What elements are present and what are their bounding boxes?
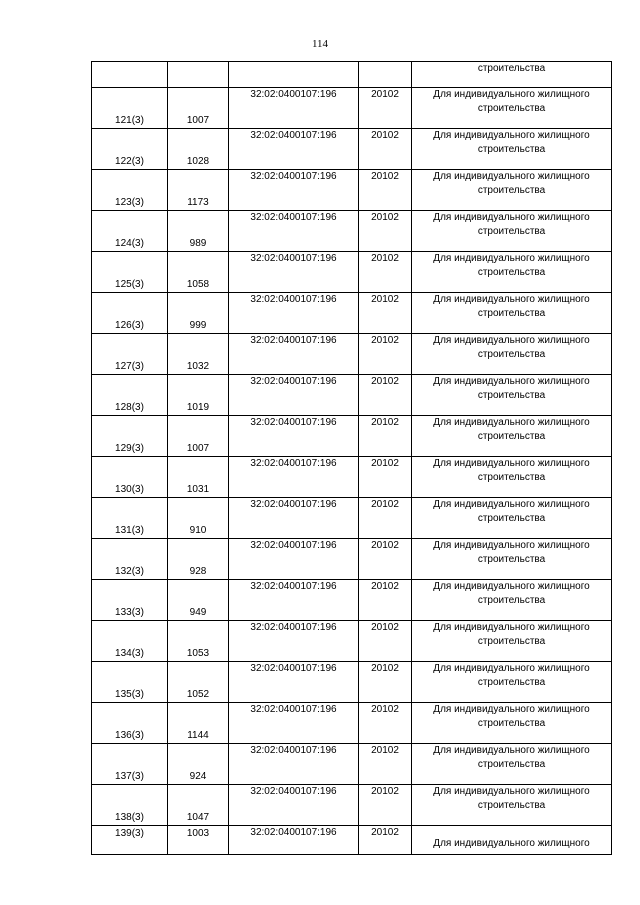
- cell-use: [412, 826, 612, 855]
- cell-code: [359, 744, 412, 785]
- use-line-1: Для индивидуального жилищного: [433, 622, 590, 633]
- table-row: [92, 252, 612, 293]
- table-row: [92, 293, 612, 334]
- use-line-2: строительства: [477, 636, 546, 647]
- plot-number: 121(3): [115, 115, 144, 126]
- land-plots-table: [91, 61, 612, 855]
- cell-cadastral: [229, 744, 359, 785]
- table-row: [92, 621, 612, 662]
- cell-area: [168, 211, 229, 252]
- category-code: 20102: [371, 458, 399, 469]
- cadastral-number: 32:02:0400107:196: [250, 540, 337, 551]
- cell-cadastral: [229, 580, 359, 621]
- cell-cadastral: [229, 88, 359, 129]
- table-row: [92, 88, 612, 129]
- use-line-2: строительства: [477, 472, 546, 483]
- cell-area: [168, 785, 229, 826]
- category-code: 20102: [371, 376, 399, 387]
- cell-use: [412, 252, 612, 293]
- cadastral-number: 32:02:0400107:196: [250, 376, 337, 387]
- cell-code: [359, 826, 412, 855]
- use-line-1: Для индивидуального жилищного: [433, 212, 590, 223]
- use-line-1: Для индивидуального жилищного: [433, 458, 590, 469]
- cell-use: [412, 129, 612, 170]
- use-line-1: Для индивидуального жилищного: [433, 294, 590, 305]
- cell-area: [168, 662, 229, 703]
- page-number: 114: [311, 38, 329, 50]
- plot-area: 1144: [187, 730, 209, 741]
- plot-number: 139(3): [115, 828, 144, 839]
- cell-cadastral: [229, 170, 359, 211]
- category-code: 20102: [371, 212, 399, 223]
- cell-use: [412, 293, 612, 334]
- table-row: [92, 744, 612, 785]
- cadastral-number: 32:02:0400107:196: [250, 335, 337, 346]
- table-row: [92, 662, 612, 703]
- cell-use: [412, 170, 612, 211]
- plot-area: 989: [189, 238, 207, 249]
- use-line-1: Для индивидуального жилищного: [433, 253, 590, 264]
- category-code: 20102: [371, 704, 399, 715]
- cell-use: [412, 211, 612, 252]
- plot-area: 1047: [186, 812, 210, 823]
- plot-area: 1007: [186, 443, 210, 454]
- category-code: 20102: [371, 171, 399, 182]
- plot-number: 137(3): [115, 771, 144, 782]
- cell-number: [92, 744, 168, 785]
- cell-code: [359, 375, 412, 416]
- plot-area: 1007: [186, 115, 210, 126]
- cell-area: [168, 334, 229, 375]
- cell-use: [412, 580, 612, 621]
- cell-number: [92, 826, 168, 855]
- cell-use: [412, 375, 612, 416]
- use-line-1: Для индивидуального жилищного: [433, 335, 590, 346]
- use-line-1: Для индивидуального жилищного: [433, 417, 590, 428]
- cell-cadastral: [229, 211, 359, 252]
- cell-area: [168, 580, 229, 621]
- table-row: [92, 170, 612, 211]
- use-line-2: строительства: [477, 800, 546, 811]
- cell-number: [92, 785, 168, 826]
- plot-number: 131(3): [115, 525, 144, 536]
- category-code: 20102: [371, 335, 399, 346]
- cell-cadastral: [229, 457, 359, 498]
- cell-use: [412, 662, 612, 703]
- category-code: 20102: [371, 663, 399, 674]
- plot-area: 1058: [186, 279, 210, 290]
- cell-use: [412, 785, 612, 826]
- cell-area: [168, 539, 229, 580]
- cell-code: [359, 129, 412, 170]
- cell-number: [92, 88, 168, 129]
- cell-cadastral: [229, 826, 359, 855]
- cell-code: [359, 457, 412, 498]
- cell-cadastral: [229, 498, 359, 539]
- cell-number: [92, 703, 168, 744]
- plot-area: 928: [189, 566, 207, 577]
- cell-cadastral: [229, 416, 359, 457]
- cell-use: [412, 416, 612, 457]
- use-line-1: Для индивидуального жилищного: [433, 171, 590, 182]
- cadastral-number: 32:02:0400107:196: [250, 745, 337, 756]
- cell-cadastral: [229, 539, 359, 580]
- table-row: [92, 334, 612, 375]
- plot-number: 122(3): [115, 156, 144, 167]
- cell-use: [412, 498, 612, 539]
- cell-code: [359, 785, 412, 826]
- cell-code: [359, 662, 412, 703]
- table-row: [92, 211, 612, 252]
- plot-number: 138(3): [115, 812, 144, 823]
- plot-area: 999: [189, 320, 207, 331]
- use-line-2: строительства: [477, 677, 546, 688]
- cell-number: [92, 375, 168, 416]
- cadastral-number: 32:02:0400107:196: [250, 458, 337, 469]
- plot-number: 134(3): [115, 648, 144, 659]
- cadastral-number: 32:02:0400107:196: [250, 663, 337, 674]
- table-row: [92, 375, 612, 416]
- category-code: 20102: [371, 417, 399, 428]
- use-line-2: строительства: [477, 595, 546, 606]
- use-line-2: строительства: [477, 390, 546, 401]
- table-row: [92, 416, 612, 457]
- category-code: 20102: [371, 499, 399, 510]
- plot-number: 126(3): [115, 320, 144, 331]
- cell-code: [359, 703, 412, 744]
- table-row: [92, 703, 612, 744]
- cadastral-number: 32:02:0400107:196: [250, 130, 337, 141]
- cell-number: [92, 211, 168, 252]
- cadastral-number: 32:02:0400107:196: [250, 253, 337, 264]
- cell-area: [168, 293, 229, 334]
- cadastral-number: 32:02:0400107:196: [250, 622, 337, 633]
- cell-code: [359, 621, 412, 662]
- cell-cadastral: [229, 334, 359, 375]
- plot-area: 1019: [186, 402, 210, 413]
- category-code: 20102: [371, 745, 399, 756]
- cell-area: [168, 375, 229, 416]
- plot-number: 127(3): [115, 361, 144, 372]
- use-line-1: Для индивидуального жилищного: [433, 786, 590, 797]
- use-line-2: строительства: [477, 431, 546, 442]
- cell-number: [92, 539, 168, 580]
- table-row: [92, 580, 612, 621]
- use-line-1: Для индивидуального жилищного: [433, 499, 590, 510]
- cell-number: [92, 334, 168, 375]
- cell-area: [168, 62, 229, 88]
- plot-number: 128(3): [115, 402, 144, 413]
- cell-area: [168, 703, 229, 744]
- cell-cadastral: [229, 129, 359, 170]
- plot-area: 1028: [186, 156, 210, 167]
- table-row: [92, 129, 612, 170]
- cell-area: [168, 826, 229, 855]
- plot-area: 1052: [186, 689, 210, 700]
- cell-use: [412, 744, 612, 785]
- cell-area: [168, 621, 229, 662]
- plot-area: 924: [189, 771, 207, 782]
- plot-area: 1031: [186, 484, 210, 495]
- use-line-1: Для индивидуального жилищного: [433, 130, 590, 141]
- plot-area: 1003: [186, 828, 210, 839]
- cell-cadastral: [229, 785, 359, 826]
- cell-use: [412, 62, 612, 88]
- use-line-2: строительства: [477, 103, 546, 114]
- use-line-1: Для индивидуального жилищного: [433, 663, 590, 674]
- cell-use: [412, 703, 612, 744]
- cadastral-number: 32:02:0400107:196: [250, 171, 337, 182]
- use-line-2: строительства: [477, 308, 546, 319]
- cell-number: [92, 662, 168, 703]
- category-code: 20102: [371, 294, 399, 305]
- cell-area: [168, 744, 229, 785]
- plot-number: 129(3): [115, 443, 144, 454]
- use-line-2: строительства: [477, 267, 546, 278]
- cell-code: [359, 62, 412, 88]
- plot-number: 132(3): [115, 566, 144, 577]
- plot-area: 1173: [187, 197, 209, 208]
- cell-cadastral: [229, 252, 359, 293]
- plot-number: 123(3): [115, 197, 144, 208]
- category-code: 20102: [371, 786, 399, 797]
- cell-code: [359, 211, 412, 252]
- cell-use: [412, 334, 612, 375]
- use-line-2: строительства: [477, 759, 546, 770]
- cell-use: [412, 457, 612, 498]
- use-line-2: строительства: [477, 554, 546, 565]
- category-code: 20102: [371, 253, 399, 264]
- cell-code: [359, 293, 412, 334]
- plot-number: 125(3): [115, 279, 144, 290]
- cadastral-number: 32:02:0400107:196: [250, 581, 337, 592]
- cell-number: [92, 62, 168, 88]
- use-line-2: строительства: [477, 185, 546, 196]
- plot-number: 136(3): [115, 730, 144, 741]
- cell-area: [168, 170, 229, 211]
- table-row-last: [92, 826, 612, 855]
- cell-cadastral: [229, 375, 359, 416]
- cell-code: [359, 334, 412, 375]
- cell-area: [168, 457, 229, 498]
- plot-number: 133(3): [115, 607, 144, 618]
- cell-number: [92, 580, 168, 621]
- cell-cadastral: [229, 621, 359, 662]
- cell-area: [168, 129, 229, 170]
- cadastral-number: 32:02:0400107:196: [250, 786, 337, 797]
- cell-number: [92, 416, 168, 457]
- cell-number: [92, 498, 168, 539]
- cadastral-number: 32:02:0400107:196: [250, 417, 337, 428]
- use-line-2: строительства: [477, 63, 546, 74]
- category-code: 20102: [371, 622, 399, 633]
- use-line-1: Для индивидуального жилищного: [433, 89, 590, 100]
- cell-number: [92, 170, 168, 211]
- plot-number: 124(3): [115, 238, 144, 249]
- cell-code: [359, 498, 412, 539]
- category-code: 20102: [371, 89, 399, 100]
- plot-area: 1053: [186, 648, 210, 659]
- use-line-2: строительства: [477, 144, 546, 155]
- use-line-1: Для индивидуального жилищного: [433, 581, 590, 592]
- use-line-2: строительства: [477, 718, 546, 729]
- table-row: [92, 457, 612, 498]
- cell-use: [412, 539, 612, 580]
- cell-number: [92, 621, 168, 662]
- cadastral-number: 32:02:0400107:196: [250, 294, 337, 305]
- category-code: 20102: [371, 130, 399, 141]
- use-line-1: Для индивидуального жилищного: [433, 838, 590, 849]
- cell-area: [168, 88, 229, 129]
- cell-number: [92, 252, 168, 293]
- cadastral-number: 32:02:0400107:196: [250, 212, 337, 223]
- cell-use: [412, 88, 612, 129]
- cadastral-number: 32:02:0400107:196: [250, 827, 337, 838]
- cell-area: [168, 498, 229, 539]
- cell-cadastral: [229, 703, 359, 744]
- table-row: [92, 539, 612, 580]
- cell-area: [168, 252, 229, 293]
- use-line-1: Для индивидуального жилищного: [433, 540, 590, 551]
- category-code: 20102: [371, 540, 399, 551]
- category-code: 20102: [371, 827, 399, 838]
- cell-cadastral: [229, 62, 359, 88]
- cell-code: [359, 170, 412, 211]
- cell-cadastral: [229, 293, 359, 334]
- cell-code: [359, 416, 412, 457]
- use-line-1: Для индивидуального жилищного: [433, 745, 590, 756]
- cell-code: [359, 252, 412, 293]
- cadastral-number: 32:02:0400107:196: [250, 89, 337, 100]
- cell-number: [92, 129, 168, 170]
- use-line-2: строительства: [477, 513, 546, 524]
- cell-code: [359, 88, 412, 129]
- use-line-1: Для индивидуального жилищного: [433, 376, 590, 387]
- plot-number: 135(3): [115, 689, 144, 700]
- table-row: [92, 785, 612, 826]
- use-line-2: строительства: [477, 349, 546, 360]
- plot-area: 910: [189, 525, 207, 536]
- cell-area: [168, 416, 229, 457]
- cadastral-number: 32:02:0400107:196: [250, 704, 337, 715]
- table-row-continuation: [92, 62, 612, 88]
- category-code: 20102: [371, 581, 399, 592]
- plot-area: 949: [189, 607, 207, 618]
- cell-use: [412, 621, 612, 662]
- use-line-1: Для индивидуального жилищного: [433, 704, 590, 715]
- use-line-2: строительства: [477, 226, 546, 237]
- plot-number: 130(3): [115, 484, 144, 495]
- cell-number: [92, 293, 168, 334]
- cell-cadastral: [229, 662, 359, 703]
- cell-code: [359, 580, 412, 621]
- cell-code: [359, 539, 412, 580]
- plot-area: 1032: [186, 361, 210, 372]
- table-row: [92, 498, 612, 539]
- cell-number: [92, 457, 168, 498]
- cadastral-number: 32:02:0400107:196: [250, 499, 337, 510]
